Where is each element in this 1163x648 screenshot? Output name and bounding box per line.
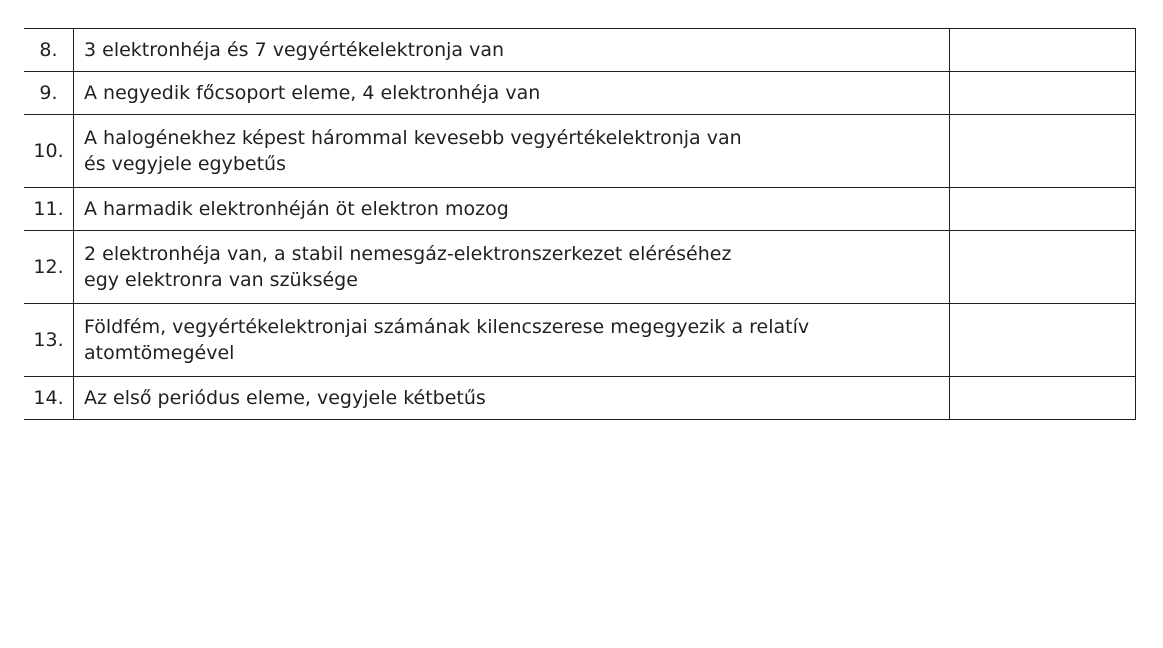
row-number: 12. [24, 231, 74, 304]
description-line: Földfém, vegyértékelektronjai számának kilencszerese megegyezik a relatív [84, 316, 810, 338]
answer-cell[interactable] [950, 115, 1136, 188]
description-line: egy elektronra van szüksége [84, 269, 358, 291]
answer-cell[interactable] [950, 231, 1136, 304]
row-description [74, 304, 950, 377]
table-row [24, 188, 1136, 231]
row-number: 10. [24, 115, 74, 188]
row-description [74, 72, 950, 115]
description-line: és vegyjele egybetűs [84, 153, 286, 175]
table-row [24, 377, 1136, 420]
description-line: atomtömegével [84, 342, 235, 364]
description-line: A negyedik főcsoport eleme, 4 elektronhéja van [84, 82, 541, 104]
answer-cell[interactable] [950, 188, 1136, 231]
answer-cell[interactable] [950, 377, 1136, 420]
description-line: 3 elektronhéja és 7 vegyértékelektronja van [84, 39, 505, 61]
row-number: 13. [24, 304, 74, 377]
row-number: 14. [24, 377, 74, 420]
table-row [24, 231, 1136, 304]
element-identification-table [24, 28, 1136, 420]
table-row [24, 72, 1136, 115]
table-row [24, 115, 1136, 188]
row-description [74, 29, 950, 72]
row-number: 11. [24, 188, 74, 231]
table-row [24, 304, 1136, 377]
answer-cell[interactable] [950, 72, 1136, 115]
row-description [74, 188, 950, 231]
description-line: Az első periódus eleme, vegyjele kétbetűs [84, 387, 486, 409]
row-number: 9. [24, 72, 74, 115]
description-line: A harmadik elektronhéján öt elektron mozog [84, 198, 509, 220]
table-row [24, 29, 1136, 72]
answer-cell[interactable] [950, 304, 1136, 377]
row-description [74, 231, 950, 304]
answer-cell[interactable] [950, 29, 1136, 72]
row-description [74, 115, 950, 188]
description-line: 2 elektronhéja van, a stabil nemesgáz-elektronszerkezet eléréséhez [84, 243, 732, 265]
row-number: 8. [24, 29, 74, 72]
description-line: A halogénekhez képest hárommal kevesebb vegyértékelektronja van [84, 127, 742, 149]
row-description [74, 377, 950, 420]
